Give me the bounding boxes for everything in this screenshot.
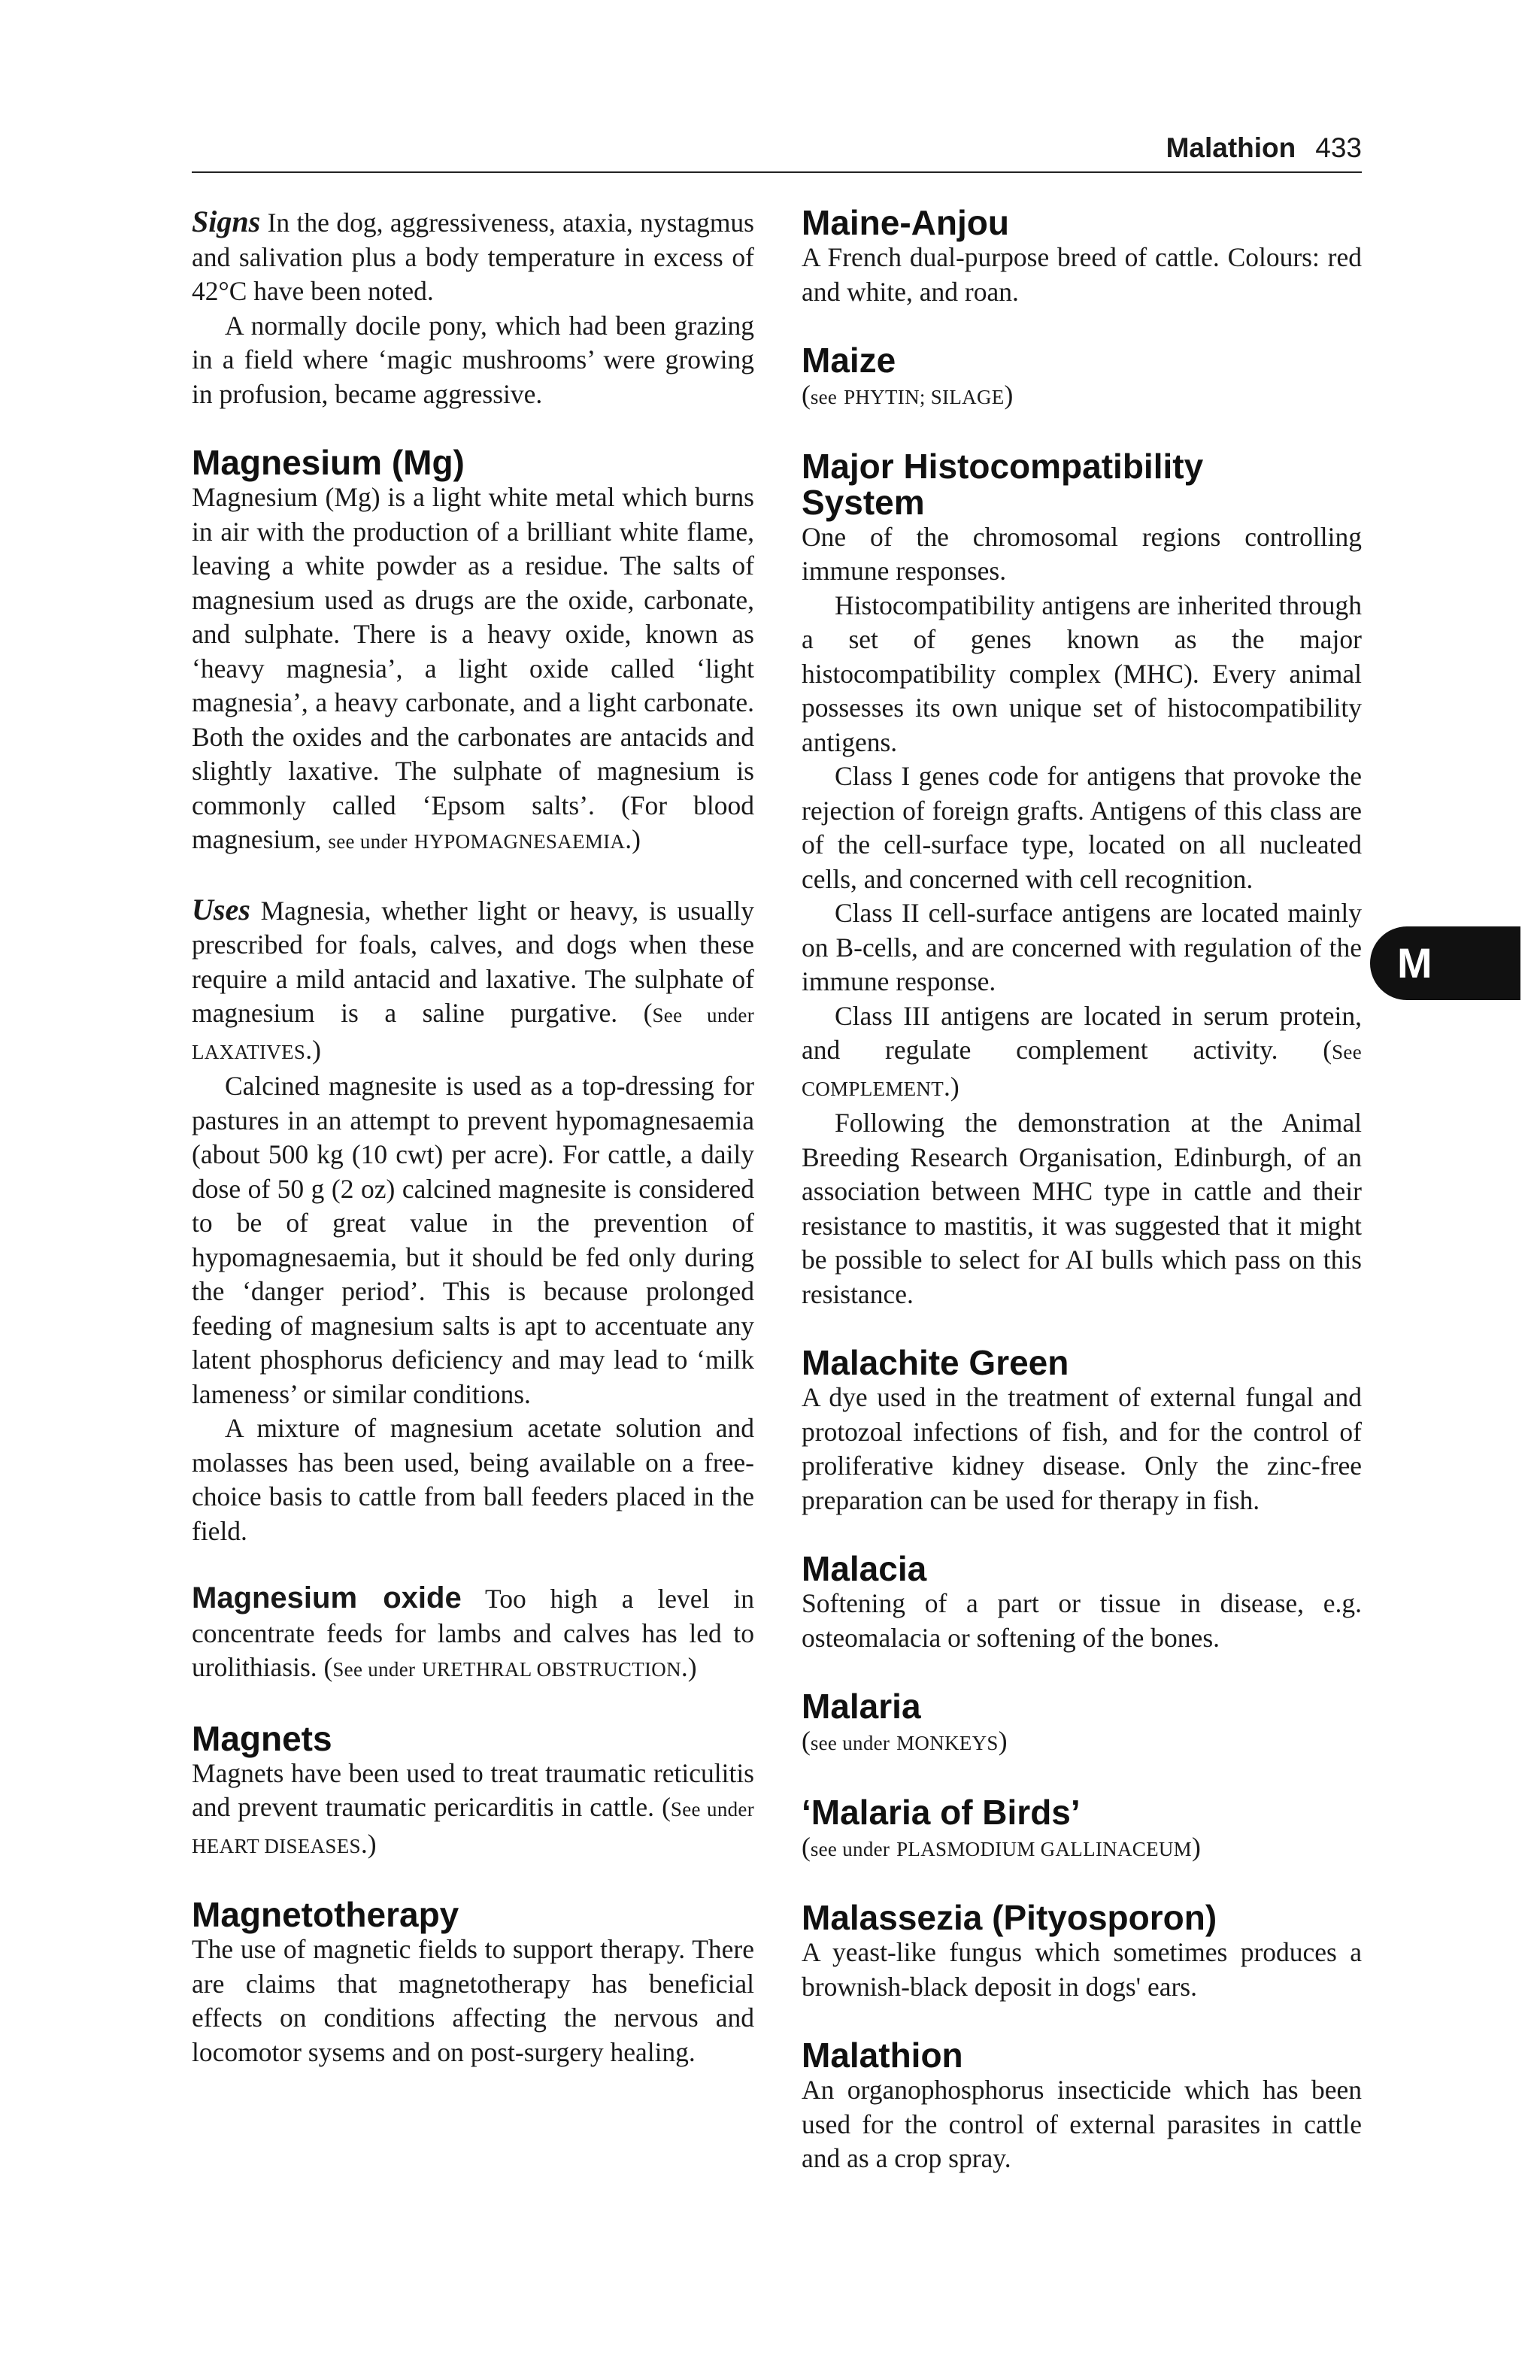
entry-heading: Maize	[802, 341, 896, 380]
paragraph-text: In the dog, aggressiveness, ataxia, nystagmus and salivation plus a body temperature in excess of 42°C have been noted.	[192, 208, 754, 306]
paragraph: Class I genes code for antigens that provoke the rejection of foreign grafts. Antigens of this class are of the cell-surface type, located on all nucleated cells, and concerned with cell recognition.	[802, 761, 1362, 894]
page-number: 433	[1315, 132, 1362, 163]
paragraph: A French dual-purpose breed of cattle. Colours: red and white, and roan.	[802, 242, 1362, 307]
section-letter-tab	[1370, 926, 1520, 1000]
entry-heading: Maine-Anjou	[802, 203, 1009, 242]
entry-heading: Major Histocompatibility System	[802, 446, 1204, 522]
entry-heading: Malaria	[802, 1687, 921, 1726]
paragraph-text: Too high a level in concentrate feeds for lambs and calves has led to urolithiasis. (	[192, 1584, 754, 1682]
see-label: See under	[332, 1658, 416, 1681]
see-label: see under	[810, 1837, 890, 1860]
entry-magnetotherapy	[192, 1896, 754, 2069]
run-in-heading-signs: Signs	[192, 205, 261, 238]
entry-malaria	[802, 1688, 1362, 1761]
paragraph-text: .)	[944, 1071, 959, 1102]
paragraph: A mixture of magnesium acetate solution and molasses has been used, being available on a free-choice basis to cattle from ball feeders placed in the field.	[192, 1413, 754, 1546]
see-label: see	[810, 386, 838, 408]
cross-reference: LAXATIVES	[192, 1040, 306, 1063]
paragraph-text: )	[998, 1726, 1008, 1756]
see-label: See under	[652, 1004, 754, 1026]
entry-heading: Malassezia (Pityosporon)	[802, 1898, 1217, 1937]
paragraph	[802, 1830, 1362, 1867]
entry-signs	[192, 205, 754, 411]
cross-reference: HYPOMAGNESAEMIA	[414, 830, 626, 853]
paragraph-text: (	[802, 380, 811, 410]
entry-malassezia	[802, 1899, 1362, 2004]
paragraph: Softening of a part or tissue in disease, e.g. osteomalacia or softening of the bones.	[802, 1588, 1362, 1653]
paragraph	[802, 378, 1362, 415]
paragraph: A yeast-like fungus which sometimes produces a brownish-black deposit in dogs' ears.	[802, 1937, 1362, 2002]
paragraph: One of the chromosomal regions controlling immune responses.	[802, 521, 1362, 586]
right-column	[802, 205, 1362, 2209]
see-label: See under	[670, 1798, 754, 1821]
entry-major-histocompatibility-system	[802, 448, 1362, 1312]
paragraph	[192, 205, 754, 309]
paragraph-text: )	[1191, 1831, 1201, 1862]
running-head-text	[1166, 132, 1362, 164]
entry-malacia	[802, 1551, 1362, 1655]
entry-magnesium-oxide	[192, 1581, 754, 1687]
cross-reference: URETHRAL OBSTRUCTION	[422, 1658, 681, 1681]
cross-reference: PHYTIN; SILAGE	[844, 386, 1005, 408]
paragraph: Class II cell-surface antigens are located mainly on B-cells, and are concerned with regulation of the immune response.	[802, 898, 1362, 996]
paragraph-text: )	[1004, 380, 1014, 410]
paragraph: Histocompatibility antigens are inherited through a set of genes known as the major histocompatibility complex (MHC). Every animal possesses its own unique set of histocompatibility antigens.	[802, 590, 1362, 757]
paragraph-text: .)	[305, 1034, 321, 1065]
entry-malaria-of-birds	[802, 1794, 1362, 1867]
entry-magnesium	[192, 444, 754, 860]
see-label: See	[1332, 1041, 1362, 1063]
paragraph	[802, 1724, 1362, 1761]
entry-uses	[192, 893, 754, 1549]
paragraph	[802, 999, 1362, 1107]
entry-heading: Malathion	[802, 2036, 963, 2075]
paragraph	[192, 481, 754, 860]
paragraph: The use of magnetic fields to support therapy. There are claims that magnetotherapy has beneficial effects on conditions affecting the nervous and locomotor sysems and on post-surgery healing.	[192, 1934, 754, 2067]
section-letter: M	[1397, 939, 1432, 987]
paragraph	[192, 1581, 754, 1687]
paragraph-text: .)	[625, 824, 641, 854]
entry-heading: Malachite Green	[802, 1343, 1069, 1382]
paragraph-text: Magnesia, whether light or heavy, is usually prescribed for foals, calves, and dogs when these require a mild antacid and laxative. The sulphate of magnesium is a saline purgative. (	[192, 895, 754, 1028]
running-head-title: Malathion	[1166, 132, 1296, 163]
paragraph-text: (	[802, 1831, 811, 1862]
entry-malathion	[802, 2037, 1362, 2176]
paragraph: An organophosphorus insecticide which has been used for the control of external parasites in cattle and as a crop spray.	[802, 2075, 1362, 2173]
entry-heading: Malacia	[802, 1549, 927, 1588]
cross-reference: MONKEYS	[896, 1732, 999, 1754]
paragraph-text: Magnets have been used to treat traumatic reticulitis and prevent traumatic pericarditis in cattle. (	[192, 1757, 754, 1822]
entry-maize	[802, 342, 1362, 415]
paragraph-text: Class III antigens are located in serum protein, and regulate complement activity. (	[802, 1000, 1362, 1065]
entry-heading: Magnesium (Mg)	[192, 443, 465, 482]
cross-reference: PLASMODIUM GALLINACEUM	[896, 1837, 1192, 1860]
cross-reference: HEART DISEASES	[192, 1834, 361, 1857]
entry-malachite-green	[802, 1345, 1362, 1517]
paragraph	[192, 1757, 754, 1864]
running-head	[192, 126, 1362, 173]
entry-magnets	[192, 1718, 754, 1864]
paragraph-text: .)	[360, 1828, 377, 1859]
entry-heading: Magnetotherapy	[192, 1895, 459, 1934]
paragraph: A normally docile pony, which had been grazing in a field where ‘magic mushrooms’ were growing in profusion, became aggressive.	[192, 310, 754, 409]
see-label: see under	[328, 830, 408, 853]
paragraph	[192, 893, 754, 1070]
see-label: see under	[810, 1732, 890, 1754]
entry-heading: Magnets	[192, 1718, 332, 1758]
cross-reference: COMPLEMENT	[802, 1077, 944, 1100]
left-column	[192, 205, 754, 2103]
paragraph-text: Magnesium (Mg) is a light white metal which burns in air with the production of a brilliant white flame, leaving a white powder as a residue. The salts of magnesium used as drugs are the oxide, carbonate, and sulphate. There is a heavy oxide, known as ‘heavy magnesia’, a light oxide called ‘light magnesia’, a heavy carbonate, and a light carbonate. Both the oxides and the carbonates are antacids and slightly laxative. The sulphate of magnesium is commonly called ‘Epsom salts’. (For blood magnesium,	[192, 482, 754, 854]
paragraph: Following the demonstration at the Animal Breeding Research Organisation, Edinburgh, of an association between MHC type in cattle and their resistance to mastitis, it was suggested that it might be possible to select for AI bulls which pass on this resistance.	[802, 1108, 1362, 1309]
run-in-heading-uses: Uses	[192, 892, 250, 926]
paragraph: A dye used in the treatment of external fungal and protozoal infections of fish, and for the control of proliferative kidney disease. Only the zinc-free preparation can be used for therapy in fish.	[802, 1382, 1362, 1515]
entry-heading: ‘Malaria of Birds’	[802, 1792, 1081, 1832]
paragraph: Calcined magnesite is used as a top-dressing for pastures in an attempt to prevent hypomagnesaemia (about 500 kg (10 cwt) per acre). For cattle, a daily dose of 50 g (2 oz) calcined magnesite is considered to be of great value in the prevention of hypomagnesaemia, but it should be fed only during the ‘danger period’. This is because prolonged feeding of magnesium salts is apt to accentuate any latent phosphorus deficiency and may lead to ‘milk lameness’ or similar conditions.	[192, 1071, 754, 1409]
run-in-heading-magnesium-oxide: Magnesium oxide	[192, 1581, 462, 1614]
paragraph-text: (	[802, 1726, 811, 1756]
entry-maine-anjou	[802, 205, 1362, 309]
paragraph-text: .)	[681, 1652, 697, 1682]
